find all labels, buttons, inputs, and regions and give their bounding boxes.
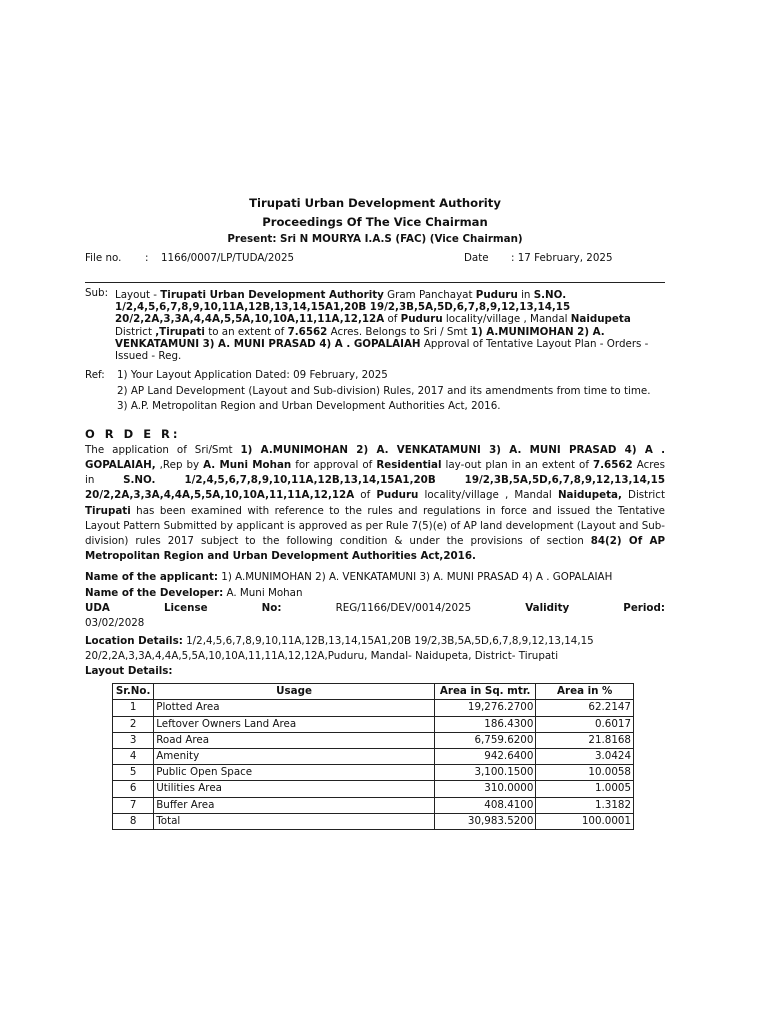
developer-line xyxy=(85,586,665,601)
reference-item: 3) A.P. Metropolitan Region and Urban Development Authorities Act, 2016. xyxy=(117,400,501,413)
layout-details-label: Layout Details: xyxy=(85,664,173,677)
table-row: 7 Buffer Area 408.4100 1.3182 xyxy=(113,797,634,813)
document-page xyxy=(85,193,665,830)
present-line: Present: Sri N MOURYA I.A.S (FAC) (Vice Chairman) xyxy=(227,233,523,245)
document-header xyxy=(85,193,665,247)
table-row: 4 Amenity 942.6400 3.0424 xyxy=(113,748,634,764)
date-label: Date xyxy=(464,252,489,265)
order-paragraph: The application of Sri/Smt 1) A.MUNIMOHAN 2) A. VENKATAMUNI 3) A. MUNI PRASAD 4) A . GOPALAIAH, ,Rep by A. Muni Mohan for approval of Residential lay-out plan in an extent of 7.6562 Acres in S.NO. 1/2,4,5,6,7,8,9,10,11A,12B,13,14,15A1,20B 19/2,3B,5A,5D,6,7,8,9,12,13,14,15 20/2,2A,3,3A,4,4A,5,5A,10,10A,11,11A,12,12A of Puduru locality/village , Mandal Naidupeta, District Tirupati has been examined with reference to the rules and regulations in force and issued the Tentative Layout Pattern Submitted by applicant is approved as per Rule 7(5)(e) of AP land development (Layout and Sub-division) rules 2017 subject to the following condition & under the provisions of section 84(2) Of AP Metropolitan Region and Urban Development Authorities Act,2016. xyxy=(85,443,666,563)
location-details: Location Details: 1/2,4,5,6,7,8,9,10,11A,12B,13,14,15A1,20B 19/2,3B,5A,5D,6,7,8,9,12,13,14,15 20/2,2A,3,3A,4,4A,5,5A,10,10A,11,11A,12,12A,Puduru, Mandal- Naidupeta, District- Tirupati xyxy=(85,634,594,662)
reference-item: 2) AP Land Development (Layout and Sub-division) Rules, 2017 and its amendments from time to time. xyxy=(117,384,651,397)
applicant-line xyxy=(85,570,665,585)
reference-label: Ref: xyxy=(85,369,105,382)
developer-label: Name of the Developer: xyxy=(85,586,224,599)
subject-text: Layout - Tirupati Urban Development Authority Gram Panchayat Puduru in S.NO. 1/2,4,5,6,7,8,9,10,11A,12B,13,14,15A1,20B 19/2,3B,5A,5D,6,7,8,9,12,13,14,15 20/2,2A,3,3A,4,4A,5,5A,10,10A,11,11A,12,12A of Puduru locality/village , Mandal Naidupeta District ,Tirupati to an extent of 7.6562 Acres. Belongs to Sri / Smt 1) A.MUNIMOHAN 2) A. VENKATAMUNI 3) A. MUNI PRASAD 4) A . GOPALAIAH Approval of Tentative Layout Plan - Orders - Issued - Reg. xyxy=(115,289,649,363)
file-number: 1166/0007/LP/TUDA/2025 xyxy=(161,252,295,265)
table-header-row: Sr.No. Usage Area in Sq. mtr. Area in % xyxy=(113,684,634,700)
reference-list xyxy=(117,368,665,415)
table-row: 2 Leftover Owners Land Area 186.4300 0.6017 xyxy=(113,716,634,732)
license-number: REG/1166/DEV/0014/2025 xyxy=(335,601,472,614)
file-colon: : xyxy=(145,252,149,265)
developer-value: A. Muni Mohan xyxy=(223,586,303,599)
license-line: UDA License No: REG/1166/DEV/0014/2025 Validity Period: xyxy=(85,601,665,614)
reference-block xyxy=(85,368,665,415)
table-row: 1 Plotted Area 19,276.2700 62.2147 xyxy=(113,700,634,716)
table-row: 3 Road Area 6,759.6200 21.8168 xyxy=(113,732,634,748)
applicant-value: 1) A.MUNIMOHAN 2) A. VENKATAMUNI 3) A. MUNI PRASAD 4) A . GOPALAIAH xyxy=(218,571,613,584)
authority-title: Tirupati Urban Development Authority xyxy=(249,196,501,210)
file-number-line xyxy=(85,250,665,268)
order-heading: O R D E R: xyxy=(85,426,181,441)
applicant-label: Name of the applicant: xyxy=(85,571,218,584)
date-value: : 17 February, 2025 xyxy=(511,252,613,265)
table-row: 5 Public Open Space 3,100.1500 10.0058 xyxy=(113,765,634,781)
reference-item: 1) Your Layout Application Dated: 09 February, 2025 xyxy=(117,369,388,382)
layout-details-table xyxy=(112,683,634,830)
validity-date: 03/02/2028 xyxy=(85,616,145,629)
file-label: File no. xyxy=(85,252,122,265)
divider xyxy=(85,282,665,283)
table-row: 6 Utilities Area 310.0000 1.0005 xyxy=(113,781,634,797)
subject-label: Sub: xyxy=(85,287,109,299)
proceedings-title: Proceedings Of The Vice Chairman xyxy=(262,215,488,229)
table-row-total: 8 Total 30,983.5200 100.0001 xyxy=(113,813,634,829)
subject-block xyxy=(85,286,665,362)
